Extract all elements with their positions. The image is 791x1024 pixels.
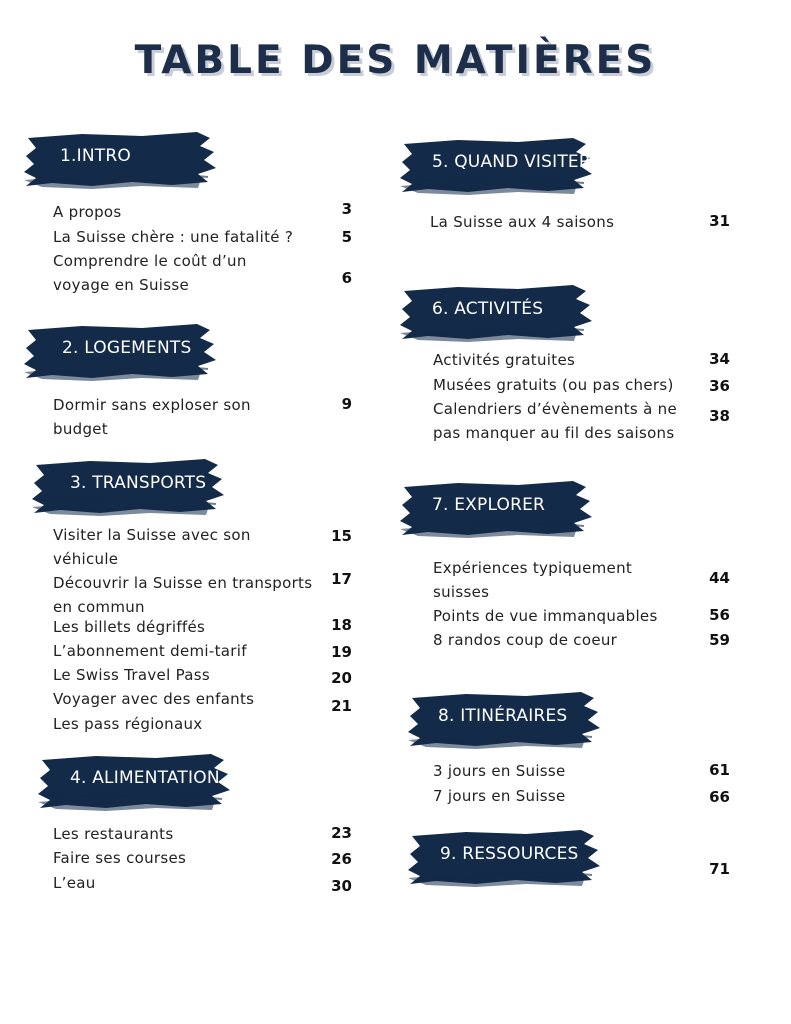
toc-entry[interactable] — [433, 604, 658, 628]
section-heading-6[interactable] — [398, 283, 593, 343]
toc-entry-line: Points de vue immanquables — [433, 607, 658, 625]
toc-entry[interactable] — [433, 397, 677, 445]
toc-entry[interactable] — [433, 373, 674, 397]
toc-entry[interactable] — [53, 571, 312, 619]
toc-entry[interactable] — [53, 523, 251, 571]
toc-entry-line: 8 randos coup de coeur — [433, 631, 618, 649]
toc-entry-line: 3 jours en Suisse — [433, 762, 566, 780]
toc-entry-line: La Suisse aux 4 saisons — [430, 213, 615, 231]
toc-entry-line: A propos — [53, 203, 122, 221]
toc-entry-line: Les pass régionaux — [53, 715, 203, 733]
toc-entry[interactable] — [53, 639, 247, 663]
toc-entry[interactable] — [53, 615, 205, 639]
section-heading-8[interactable] — [406, 690, 601, 750]
toc-entry-line: suisses — [433, 583, 490, 601]
toc-page-number: 26 — [331, 850, 352, 868]
toc-entry[interactable] — [53, 393, 251, 441]
toc-entry-line: L’eau — [53, 874, 96, 892]
toc-page-number: 61 — [709, 761, 730, 779]
section-heading-label: 2. LOGEMENTS — [62, 338, 192, 358]
toc-entry[interactable] — [430, 210, 614, 234]
toc-page-number: 56 — [709, 606, 730, 624]
toc-page-number: 38 — [709, 407, 730, 425]
toc-entry-line: budget — [53, 420, 108, 438]
toc-page-number: 17 — [331, 570, 352, 588]
toc-page-number: 34 — [709, 350, 730, 368]
toc-entry[interactable] — [433, 628, 617, 652]
toc-entry-line: Les billets dégriffés — [53, 618, 206, 636]
section-heading-5[interactable] — [398, 136, 593, 196]
toc-entry-line: véhicule — [53, 550, 119, 568]
toc-page-number: 59 — [709, 631, 730, 649]
section-heading-4[interactable] — [36, 752, 231, 812]
section-heading-label: 5. QUAND VISITER — [432, 152, 591, 172]
toc-entry[interactable] — [53, 712, 202, 736]
toc-entry-line: La Suisse chère : une fatalité ? — [53, 228, 294, 246]
toc-entry-line: voyage en Suisse — [53, 276, 189, 294]
toc-entry[interactable] — [53, 846, 186, 870]
toc-page-number: 66 — [709, 788, 730, 806]
section-heading-label: 6. ACTIVITÉS — [432, 299, 544, 319]
toc-entry-line: Les restaurants — [53, 825, 174, 843]
section-heading-label: 8. ITINÉRAIRES — [438, 706, 568, 726]
toc-entry-line: Comprendre le coût d’un — [53, 252, 247, 270]
toc-page-number: 15 — [331, 527, 352, 545]
toc-entry-line: Découvrir la Suisse en transports — [53, 574, 313, 592]
toc-page-number: 21 — [331, 697, 352, 715]
toc-entry[interactable] — [53, 822, 173, 846]
section-heading-3[interactable] — [30, 457, 225, 517]
toc-page-number: 31 — [709, 212, 730, 230]
toc-entry-line: Musées gratuits (ou pas chers) — [433, 376, 674, 394]
toc-entry[interactable] — [433, 759, 566, 783]
toc-entry-line: Calendriers d’évènements à ne — [433, 400, 677, 418]
toc-page-number: 23 — [331, 824, 352, 842]
toc-entry-line: pas manquer au fil des saisons — [433, 424, 675, 442]
toc-entry-line: Activités gratuites — [433, 351, 576, 369]
toc-entry-line: Le Swiss Travel Pass — [53, 666, 210, 684]
toc-page-number: 20 — [331, 669, 352, 687]
toc-entry[interactable] — [53, 200, 121, 224]
toc-page-number: 9 — [341, 395, 352, 413]
toc-page-number: 18 — [331, 616, 352, 634]
toc-entry-line: L’abonnement demi-tarif — [53, 642, 247, 660]
toc-entry-line: Dormir sans exploser son — [53, 396, 251, 414]
toc-entry-line: Expériences typiquement — [433, 559, 633, 577]
toc-entry-line: Visiter la Suisse avec son — [53, 526, 251, 544]
toc-entry[interactable] — [53, 687, 254, 711]
toc-entry[interactable] — [53, 871, 96, 895]
page-title: TABLE DES MATIÈRES — [134, 38, 657, 83]
section-heading-label: 1.INTRO — [60, 146, 131, 166]
toc-entry-line: en commun — [53, 598, 145, 616]
section-heading-label: 9. RESSOURCES — [440, 844, 579, 864]
toc-page-number: 71 — [709, 860, 730, 878]
toc-entry-line: 7 jours en Suisse — [433, 787, 566, 805]
section-heading-7[interactable] — [398, 479, 593, 539]
toc-entry-line: Voyager avec des enfants — [53, 690, 255, 708]
section-heading-label: 3. TRANSPORTS — [70, 473, 207, 493]
toc-entry[interactable] — [53, 249, 247, 297]
toc-entry-line: Faire ses courses — [53, 849, 187, 867]
toc-page-number: 19 — [331, 643, 352, 661]
toc-entry[interactable] — [433, 556, 632, 604]
section-heading-label: 7. EXPLORER — [432, 495, 546, 515]
toc-entry[interactable] — [433, 784, 566, 808]
toc-entry[interactable] — [433, 348, 575, 372]
section-heading-9[interactable] — [406, 828, 601, 888]
toc-page-number: 5 — [341, 228, 352, 246]
section-heading-2[interactable] — [22, 322, 217, 382]
toc-page-number: 30 — [331, 877, 352, 895]
toc-page-number: 36 — [709, 377, 730, 395]
toc-entry[interactable] — [53, 225, 293, 249]
toc-page-number: 44 — [709, 569, 730, 587]
toc-page-number: 3 — [341, 200, 352, 218]
toc-page-number: 6 — [341, 269, 352, 287]
section-heading-1[interactable] — [22, 130, 217, 190]
toc-entry[interactable] — [53, 663, 210, 687]
section-heading-label: 4. ALIMENTATION — [70, 768, 220, 788]
